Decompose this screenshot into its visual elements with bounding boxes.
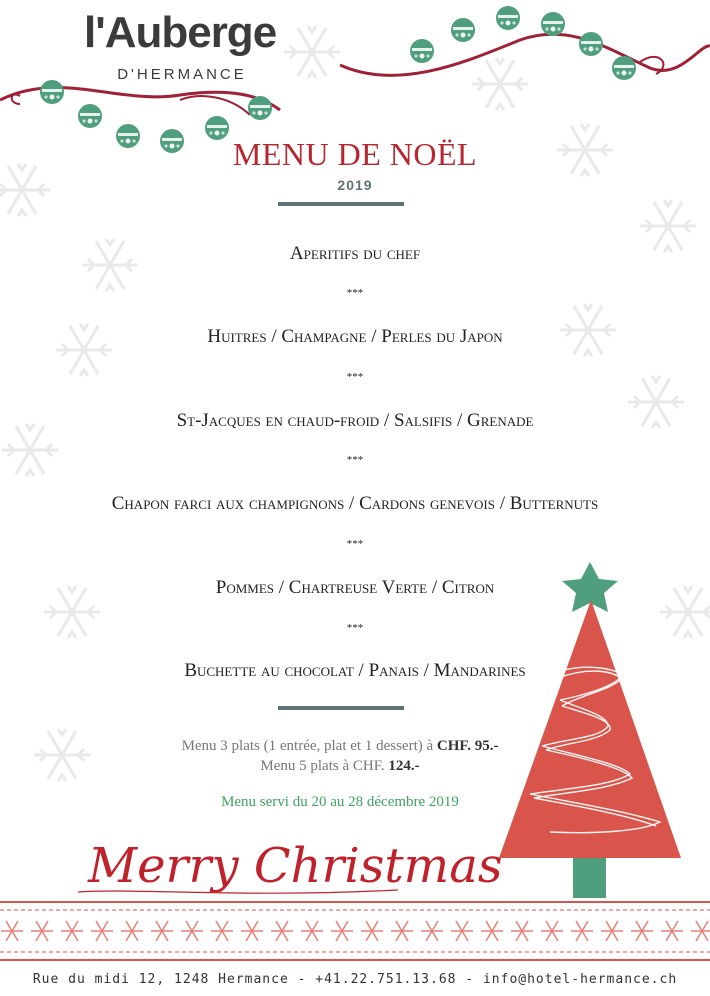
menu-title: MENU DE NOËL: [232, 136, 478, 172]
divider: [278, 706, 404, 710]
course-1: Aperitifs du chef: [289, 243, 421, 264]
course-2: Huitres / Champagne / Perles du Japon: [207, 326, 503, 347]
menu-year: 2019: [337, 177, 373, 193]
course-5: Pommes / Chartreuse Verte / Citron: [215, 577, 495, 598]
footer-contact: Rue du midi 12, 1248 Hermance - +41.22.751.13.68 - info@hotel-hermance.ch: [32, 972, 678, 987]
greeting-text: Merry Christmas: [88, 838, 503, 894]
merry-christmas-greeting: [78, 810, 503, 905]
price-line-1-amount: CHF. 95.-: [436, 738, 499, 754]
christmas-tree-icon: [490, 560, 690, 905]
jingle-bell-icon: [579, 32, 603, 56]
brand-subtitle: D'HERMANCE: [117, 66, 247, 83]
jingle-bell-icon: [496, 6, 520, 30]
jingle-bell-icon: [78, 104, 102, 128]
jingle-bell-icon: [248, 96, 272, 120]
course-separator: ***: [346, 538, 364, 550]
course-4: Chapon farci aux champignons / Cardons genevois / Butternuts: [111, 493, 599, 514]
decorative-band: [0, 898, 710, 966]
course-3: St-Jacques en chaud-froid / Salsifis / Grenade: [176, 410, 534, 431]
jingle-bell-icon: [541, 12, 565, 36]
served-dates: Menu servi du 20 au 28 décembre 2019: [221, 794, 459, 810]
jingle-bell-icon: [410, 39, 434, 63]
course-separator: ***: [346, 371, 364, 383]
brand-name: l'Auberge: [84, 8, 277, 57]
jingle-bell-icon: [451, 18, 475, 42]
price-line-2-amount: 124.-: [388, 758, 420, 774]
jingle-bell-icon: [612, 56, 636, 80]
price-line-1-text: Menu 3 plats (1 entrée, plat et 1 dessert) à: [181, 738, 437, 754]
course-separator: ***: [346, 622, 364, 634]
course-6: Buchette au chocolat / Panais / Mandarines: [184, 660, 526, 681]
jingle-bell-icon: [40, 80, 64, 104]
price-line-2-text: Menu 5 plats à CHF.: [260, 758, 389, 774]
course-separator: ***: [346, 287, 364, 299]
divider: [278, 202, 404, 206]
course-separator: ***: [346, 454, 364, 466]
